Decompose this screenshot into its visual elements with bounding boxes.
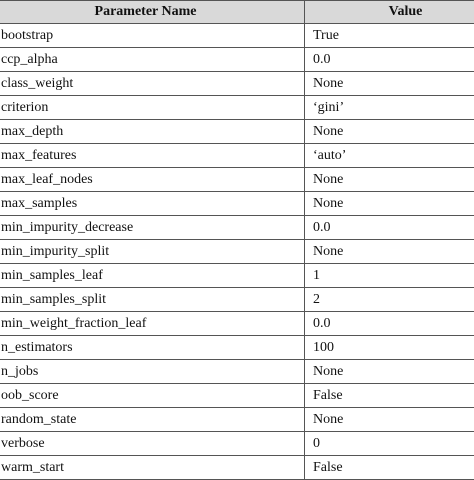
parameter-value-cell: 0 bbox=[305, 432, 474, 456]
table-row bbox=[0, 120, 474, 144]
column-header-parameter-name: Parameter Name bbox=[0, 1, 305, 24]
table-row bbox=[0, 432, 474, 456]
parameter-name-cell: max_leaf_nodes bbox=[0, 168, 305, 192]
parameter-name-cell: min_impurity_split bbox=[0, 240, 305, 264]
parameter-name-cell: bootstrap bbox=[0, 24, 305, 48]
parameter-name-cell: criterion bbox=[0, 96, 305, 120]
table-row bbox=[0, 168, 474, 192]
column-header-value: Value bbox=[305, 1, 474, 24]
parameter-value-cell: True bbox=[305, 24, 474, 48]
table-row bbox=[0, 384, 474, 408]
parameter-value-cell: None bbox=[305, 168, 474, 192]
table-row bbox=[0, 408, 474, 432]
parameter-value-cell: 0.0 bbox=[305, 48, 474, 72]
parameter-name-cell: random_state bbox=[0, 408, 305, 432]
parameter-name-cell: min_weight_fraction_leaf bbox=[0, 312, 305, 336]
table-row bbox=[0, 192, 474, 216]
parameter-name-cell: n_jobs bbox=[0, 360, 305, 384]
parameter-name-cell: min_samples_split bbox=[0, 288, 305, 312]
table-row bbox=[0, 288, 474, 312]
table-row bbox=[0, 72, 474, 96]
parameter-name-cell: ccp_alpha bbox=[0, 48, 305, 72]
parameter-value-cell: None bbox=[305, 192, 474, 216]
parameter-value-cell: None bbox=[305, 240, 474, 264]
parameter-value-cell: 0.0 bbox=[305, 312, 474, 336]
table-row bbox=[0, 216, 474, 240]
parameter-name-cell: max_samples bbox=[0, 192, 305, 216]
parameter-name-cell: max_depth bbox=[0, 120, 305, 144]
parameter-value-cell: 1 bbox=[305, 264, 474, 288]
parameter-name-cell: verbose bbox=[0, 432, 305, 456]
parameter-name-cell: warm_start bbox=[0, 456, 305, 480]
table-row bbox=[0, 456, 474, 480]
parameter-value-cell: 100 bbox=[305, 336, 474, 360]
parameter-name-cell: n_estimators bbox=[0, 336, 305, 360]
parameter-value-cell: 2 bbox=[305, 288, 474, 312]
parameter-name-cell: min_samples_leaf bbox=[0, 264, 305, 288]
table-row bbox=[0, 48, 474, 72]
table-row bbox=[0, 336, 474, 360]
parameter-name-cell: oob_score bbox=[0, 384, 305, 408]
table-body bbox=[0, 24, 474, 480]
parameter-value-cell: ‘auto’ bbox=[305, 144, 474, 168]
table-row bbox=[0, 96, 474, 120]
table-row bbox=[0, 144, 474, 168]
parameter-value-cell: None bbox=[305, 408, 474, 432]
parameter-value-cell: None bbox=[305, 72, 474, 96]
parameter-value-cell: ‘gini’ bbox=[305, 96, 474, 120]
parameter-name-cell: max_features bbox=[0, 144, 305, 168]
table-row bbox=[0, 24, 474, 48]
parameter-value-cell: 0.0 bbox=[305, 216, 474, 240]
parameter-value-cell: None bbox=[305, 360, 474, 384]
parameter-value-cell: None bbox=[305, 120, 474, 144]
header-row bbox=[0, 1, 474, 24]
parameter-name-cell: class_weight bbox=[0, 72, 305, 96]
table-row bbox=[0, 312, 474, 336]
table-row bbox=[0, 240, 474, 264]
parameter-value-cell: False bbox=[305, 456, 474, 480]
table-row bbox=[0, 264, 474, 288]
table-row bbox=[0, 360, 474, 384]
parameter-name-cell: min_impurity_decrease bbox=[0, 216, 305, 240]
parameter-value-cell: False bbox=[305, 384, 474, 408]
